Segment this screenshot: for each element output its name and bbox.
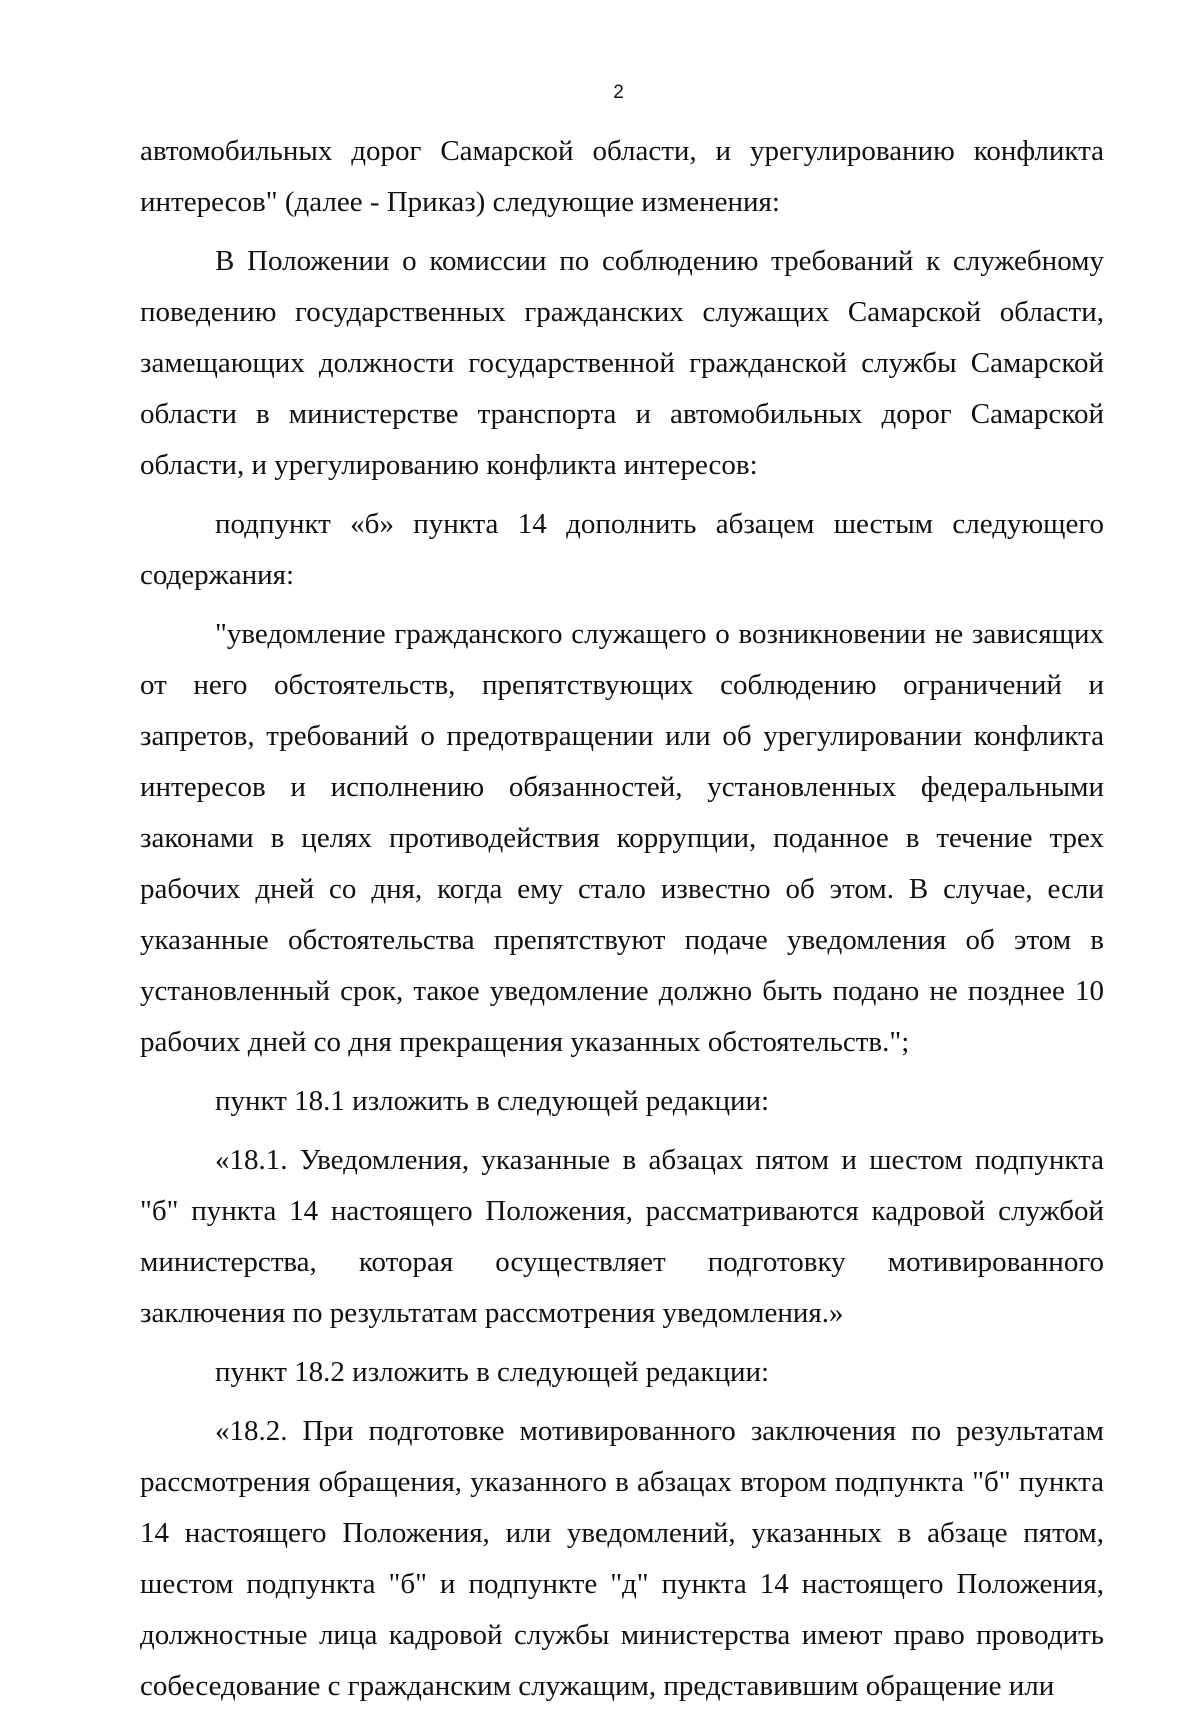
paragraph-item-18-1-text: «18.1. Уведомления, указанные в абзацах пятом и шестом подпункта "б" пункта 14 настоящего Положения, рассматриваются кадровой службой министерства, которая осуществляет подготовку мотивированного заключения по результатам рассмотрения уведомления.»	[140, 1144, 1104, 1329]
paragraph-item-18-1-heading: пункт 18.1 изложить в следующей редакции:	[215, 1085, 770, 1117]
paragraph-item-18-2-text: «18.2. При подготовке мотивированного заключения по результатам рассмотрения обращения, указанного в абзацах втором подпункта "б" пункта 14 настоящего Положения, или уведомлений, указанных в абзаце пятом, шестом подпункта "б" и подпункте "д" пункта 14 настоящего Положения, должностные лица кадровой службы министерства имеют право проводить собеседование с гражданским служащим, представившим обращение или	[140, 1415, 1104, 1702]
paragraph-notification-quote: "уведомление гражданского служащего о возникновении не зависящих от него обстоятельств, препятствующих соблюдению ограничений и запретов, требований о предотвращении или об урегулировании конфликта интересов и исполнению обязанностей, установленных федеральными законами в целях противодействия коррупции, поданное в течение трех рабочих дней со дня, когда ему стало известно об этом. В случае, если указанные обстоятельства препятствуют подаче уведомления об этом в установленный срок, такое уведомление должно быть подано не позднее 10 рабочих дней со дня прекращения указанных обстоятельств.";	[140, 618, 1104, 1058]
paragraph-intro: автомобильных дорог Самарской области, и урегулированию конфликта интересов" (далее - Приказ) следующие изменения:	[140, 135, 1104, 218]
paragraph-subitem-b: подпункт «б» пункта 14 дополнить абзацем шестым следующего содержания:	[140, 508, 1104, 591]
paragraph-regulation: В Положении о комиссии по соблюдению требований к служебному поведению государственных гражданских служащих Самарской области, замещающих должности государственной гражданской службы Самарской области в министерстве транспорта и автомобильных дорог Самарской области, и урегулированию конфликта интересов:	[140, 245, 1104, 481]
page-number: 2	[613, 82, 624, 103]
document-body	[140, 126, 1104, 1712]
paragraph-item-18-2-heading: пункт 18.2 изложить в следующей редакции:	[215, 1356, 770, 1388]
